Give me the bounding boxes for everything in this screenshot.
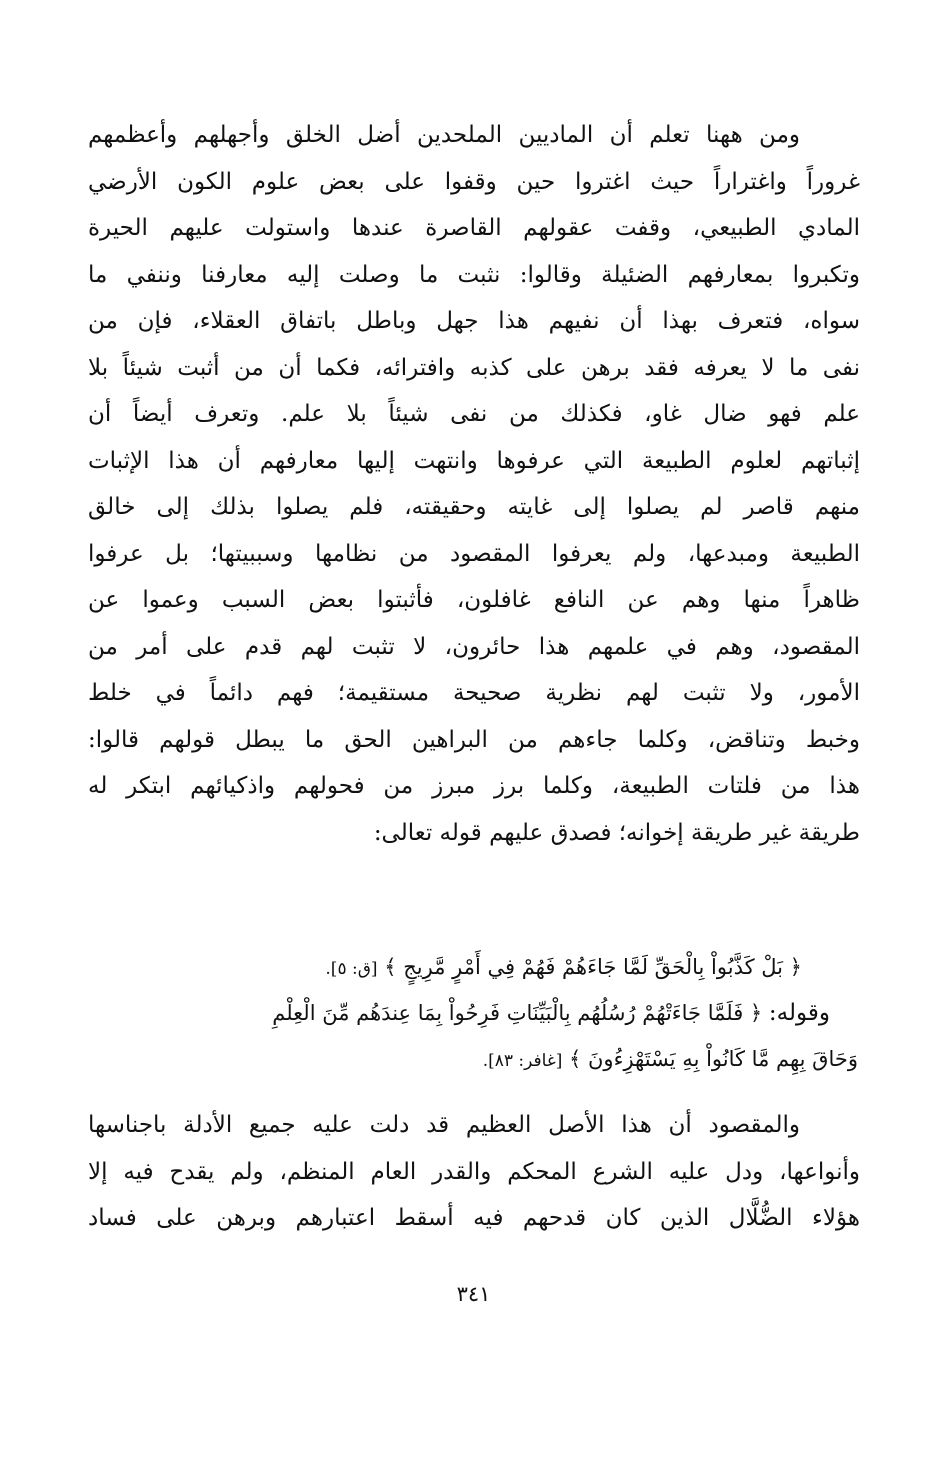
verse-text: ﴿ بَلْ كَذَّبُواْ بِالْحَقِّ لَمَّا جَاءَهُمْ فَهُمْ فِي أَمْرٍ مَّرِيجٍ ﴾	[384, 955, 802, 979]
quran-verses	[88, 944, 860, 1082]
text-line: ومن ههنا تعلم أن الماديين الملحدين أضل الخلق وأجهلهم وأعظمهم	[88, 122, 800, 148]
verse-intro: وقوله:	[768, 1000, 830, 1026]
closing-paragraph	[88, 1102, 860, 1242]
verse-line-1	[88, 944, 860, 990]
verse-line-3	[88, 1036, 860, 1082]
text-line: هذا من فلتات الطبيعة، وكلما برز مبرز من فحولهم واذكيائهم ابتكر له	[88, 773, 860, 799]
text-line: منهم قاصر لم يصلوا إلى غايته وحقيقته، فلم يصلوا بذلك إلى خالق	[88, 494, 860, 520]
text-line: غروراً واغتراراً حيث اغتروا حين وقفوا على بعض علوم الكون الأرضي	[88, 168, 860, 195]
text-line: الأمور، ولا تثبت لهم نظرية صحيحة مستقيمة؛ فهم دائماً في خلط	[88, 680, 860, 706]
text-line: ظاهراً منها وهم عن النافع غافلون، فأثبتوا بعض السبب وعموا عن	[88, 587, 860, 613]
text-line: نفى ما لا يعرفه فقد برهن على كذبه وافترائه، فكما أن من أثبت شيئاً بلا	[88, 354, 860, 381]
verse-reference: [غافر: ٨٣].	[482, 1051, 563, 1071]
text-line: المادي الطبيعي، وقفت عقولهم القاصرة عندها واستولت عليهم الحيرة	[88, 215, 860, 241]
text-line: الطبيعة ومبدعها، ولم يعرفوا المقصود من نظامها وسببيتها؛ بل عرفوا	[88, 540, 860, 567]
page-number: ٣٤١	[456, 1282, 491, 1306]
text-line: وتكبروا بمعارفهم الضئيلة وقالوا: نثبت ما وصلت إليه معارفنا وننفي ما	[88, 261, 860, 288]
text-line: سواه، فتعرف بهذا أن نفيهم هذا جهل وباطل باتفاق العقلاء، فإن من	[88, 308, 860, 334]
text-line: إثباتهم لعلوم الطبيعة التي عرفوها وانتهت إليها معارفهم أن هذا الإثبات	[88, 447, 860, 474]
verse-line-2	[88, 990, 860, 1036]
text-line: وأنواعها، ودل عليه الشرع المحكم والقدر العام المنظم، ولم يقدح فيه إلا	[88, 1158, 860, 1185]
text-line: والمقصود أن هذا الأصل العظيم قد دلت عليه جميع الأدلة باجناسها	[88, 1112, 800, 1138]
verse-reference: [ق: ٥].	[325, 959, 378, 979]
verse-text: وَحَاقَ بِهِم مَّا كَانُواْ بِهِ يَسْتَهْزِءُونَ ﴾	[569, 1047, 858, 1071]
text-line: طريقة غير طريقة إخوانه؛ فصدق عليهم قوله تعالى:	[373, 819, 860, 846]
text-line: وخبط وتناقض، وكلما جاءهم من البراهين الحق ما يبطل قولهم قالوا:	[88, 726, 860, 753]
text-line: علم فهو ضال غاو، فكذلك من نفى شيئاً بلا علم. وتعرف أيضاً أن	[88, 401, 860, 427]
verse-text: ﴿ فَلَمَّا جَاءَتْهُمْ رُسُلُهُم بِالْبَيِّنَاتِ فَرِحُواْ بِمَا عِندَهُم مِّنَ الْعِلْمِ	[272, 1001, 763, 1025]
text-line: هؤلاء الضُّلَّال الذين كان قدحهم فيه أسقط اعتبارهم وبرهن على فساد	[88, 1205, 860, 1231]
text-line: المقصود، وهم في علمهم هذا حائرون، لا تثبت لهم قدم على أمر من	[88, 633, 860, 660]
main-paragraph	[88, 112, 860, 856]
